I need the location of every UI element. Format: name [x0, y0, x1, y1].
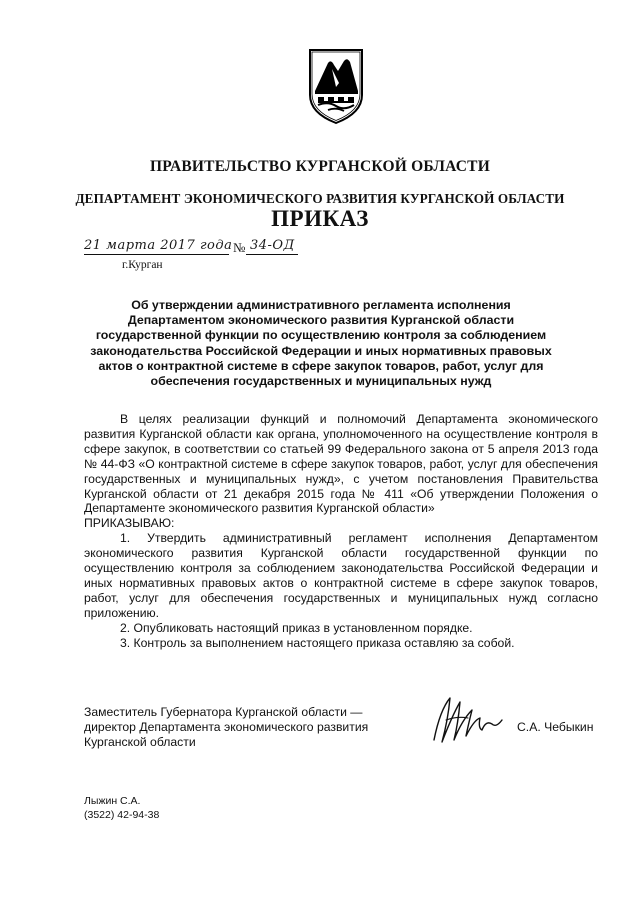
executor-name: Лыжин С.А.: [84, 795, 141, 807]
order-word: ПРИКАЗЫВАЮ:: [84, 516, 175, 531]
signatory-name: С.А. Чебыкин: [517, 720, 594, 734]
signatory-position: [84, 705, 404, 750]
position-line-3: Курганской области: [84, 734, 196, 749]
handwritten-number: 34-ОД: [250, 238, 295, 253]
executor-phone: (3522) 42-94-38: [84, 808, 160, 821]
document-body: [84, 412, 598, 651]
number-underline: [246, 254, 298, 255]
position-line-2: директор Департамента экономического развития: [84, 719, 369, 734]
department-title: ДЕПАРТАМЕНТ ЭКОНОМИЧЕСКОГО РАЗВИТИЯ КУРГАНСКОЙ ОБЛАСТИ: [75, 191, 565, 206]
government-title: ПРАВИТЕЛЬСТВО КУРГАНСКОЙ ОБЛАСТИ: [150, 158, 490, 175]
date-underline: [84, 254, 229, 255]
position-line-1: Заместитель Губернатора Курганской области —: [84, 705, 363, 719]
document-type-title: ПРИКАЗ: [271, 206, 369, 231]
order-item-1: 1. Утвердить административный регламент исполнения Департаментом экономического развития Курганской области государственной функции по осуществлению контроля за соблюдением законодательства Российской Федерации и иных нормативных правовых актов о контрактной системе в сфере закупок товаров, работ, услуг для обеспечения государственных и муниципальных нужд согласно приложению.: [84, 531, 598, 620]
number-label: №: [233, 240, 246, 255]
document-subject: Об утверждении административного регламента исполнения Департаментом экономического развития Курганской области государственной функции по осуществлению контроля за соблюдением законодательства Российской Федерации и иных нормативных правовых актов о контрактной системе в сфере закупок товаров, работ, услуг для обеспечения государственных и муниципальных нужд: [90, 298, 552, 389]
handwritten-signature: [428, 690, 508, 750]
order-item-2: 2. Опубликовать настоящий приказ в установленном порядке.: [120, 620, 473, 635]
order-item-3: 3. Контроль за выполнением настоящего приказа оставляю за собой.: [120, 635, 515, 650]
preamble-paragraph: В целях реализации функций и полномочий Департамента экономического развития Курганской области как органа, уполномоченного на осуществление контроля в сфере закупок, в соответствии со статьей 99 Федерального закона от 5 апреля 2013 года № 44-ФЗ «О контрактной системе в сфере закупок товаров, работ, услуг для обеспечения государственных и муниципальных нужд», с учетом постановления Правительства Курганской области от 21 декабря 2015 года № 411 «Об утверждении Положения о Департаменте экономического развития Курганской области»: [84, 412, 598, 516]
handwritten-date: 21 марта 2017 года: [84, 238, 233, 253]
city-label: г.Курган: [122, 259, 163, 271]
date-number-line: [84, 238, 324, 260]
coat-of-arms-emblem: [306, 47, 366, 125]
executor-info: [84, 795, 159, 822]
